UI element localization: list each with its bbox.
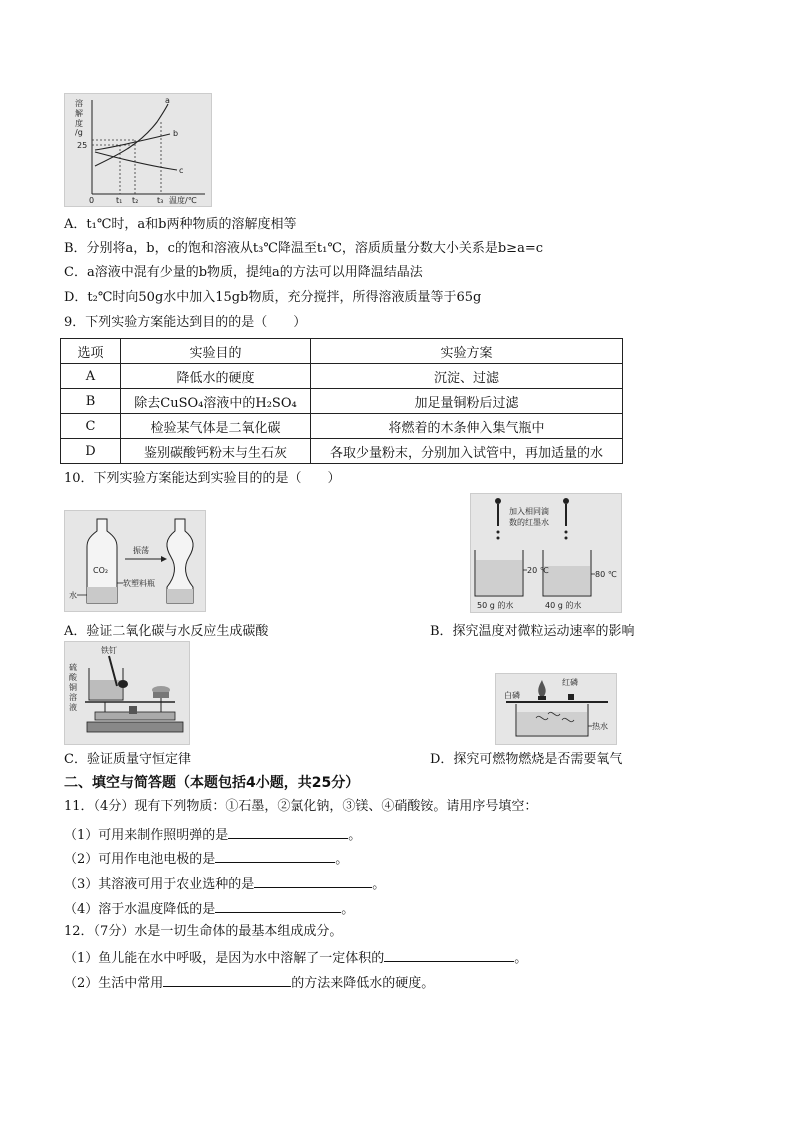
label-20c: 20 ℃ — [527, 566, 549, 575]
answer-blank[interactable] — [215, 898, 341, 913]
q11-item-2-text: （2）可用作电池电极的是 — [64, 852, 216, 867]
cell-option: B — [61, 389, 121, 414]
q11-stem: 11．（4分）现有下列物质：①石墨，②氯化钠，③镁、④硝酸铵。请用序号填空： — [64, 799, 538, 814]
label-solution-5: 液 — [69, 703, 77, 712]
x-tick-t1: t₁ — [116, 196, 123, 205]
cell-plan: 各取少量粉末，分别加入试管中，再加适量的水 — [311, 439, 623, 464]
q11-item-1 — [64, 824, 361, 845]
table-header-row — [61, 339, 623, 364]
label-80c: 80 ℃ — [595, 570, 617, 579]
label-co2: CO₂ — [93, 566, 109, 575]
curve-c — [95, 152, 177, 170]
period: 。 — [372, 877, 386, 892]
answer-blank[interactable] — [254, 873, 372, 888]
answer-blank[interactable] — [163, 972, 291, 987]
table-row — [61, 439, 623, 464]
cell-purpose: 鉴别碳酸钙粉末与生石灰 — [121, 439, 311, 464]
x-tick-0: 0 — [89, 196, 95, 205]
figure-a-co2-bottle — [64, 510, 206, 612]
q11-item-4-text: （4）溶于水温度降低的是 — [64, 902, 216, 917]
q9-stem: 9．下列实验方案能达到目的的是（ ） — [64, 315, 307, 330]
table-row — [61, 389, 623, 414]
period: 。 — [341, 902, 355, 917]
solubility-chart — [65, 94, 211, 206]
q12-item-1-text: （1）鱼儿能在水中呼吸，是因为水中溶解了一定体积的 — [64, 951, 385, 966]
table-row — [61, 364, 623, 389]
label-hot-water: 热水 — [592, 722, 608, 731]
header-purpose: 实验目的 — [121, 339, 311, 364]
label-note1: 加入相同滴 — [509, 507, 549, 516]
figure-d-combustion — [495, 673, 617, 745]
q12-stem: 12．（7分）水是一切生命体的最基本组成成分。 — [64, 924, 343, 939]
label-solution-2: 酸 — [69, 673, 77, 682]
q8-option-c: C．a溶液中混有少量的b物质，提纯a的方法可以用降温结晶法 — [64, 265, 423, 280]
answer-blank[interactable] — [384, 947, 514, 962]
period: 。 — [348, 828, 362, 843]
x-axis-label: 温度/℃ — [169, 196, 197, 205]
label-red-phosphorus: 红磷 — [562, 678, 578, 687]
solubility-chart-figure — [64, 93, 212, 207]
header-plan: 实验方案 — [311, 339, 623, 364]
label-water: 水 — [69, 591, 77, 600]
label-shake: 振荡 — [133, 546, 149, 555]
curve-label-c: c — [179, 166, 184, 175]
curve-label-b: b — [173, 129, 179, 138]
answer-blank[interactable] — [215, 848, 335, 863]
q8-option-b: B．分别将a，b，c的饱和溶液从t₃℃降温至t₁℃，溶质质量分数大小关系是b≥a=c — [64, 241, 544, 256]
curve-b — [95, 134, 170, 150]
section-2-heading: 二、填空与简答题（本题包括4小题，共25分） — [64, 775, 360, 791]
q12-item-1 — [64, 947, 527, 968]
y-tick-25: 25 — [77, 141, 88, 150]
q8-option-a: A．t₁℃时，a和b两种物质的溶解度相等 — [64, 217, 297, 232]
table-row — [61, 414, 623, 439]
y-axis-label-1: 溶 — [75, 99, 83, 108]
q11-item-2 — [64, 848, 348, 869]
q12-item-2-post: 的方法来降低水的硬度。 — [291, 976, 435, 991]
cell-purpose: 降低水的硬度 — [121, 364, 311, 389]
label-note2: 数的红墨水 — [509, 518, 549, 527]
label-solution-3: 铜 — [69, 683, 77, 692]
label-40g-water: 40 g 的水 — [545, 601, 582, 610]
cell-plan: 沉淀、过滤 — [311, 364, 623, 389]
period: 。 — [514, 951, 528, 966]
cell-purpose: 检验某气体是二氧化碳 — [121, 414, 311, 439]
label-solution-4: 溶 — [69, 693, 77, 702]
q10-stem: 10．下列实验方案能达到实验目的的是（ ） — [64, 471, 341, 486]
cell-option: C — [61, 414, 121, 439]
q10-option-d: D．探究可燃物燃烧是否需要氧气 — [430, 752, 623, 767]
label-50g-water: 50 g 的水 — [477, 601, 514, 610]
q8-option-d: D．t₂℃时向50g水中加入15gb物质，充分搅拌，所得溶液质量等于65g — [64, 290, 482, 305]
period: 。 — [335, 852, 349, 867]
label-white-phosphorus: 白磷 — [504, 691, 520, 700]
x-tick-t3: t₃ — [157, 196, 164, 205]
x-tick-t2: t₂ — [132, 196, 139, 205]
q10-option-a: A．验证二氧化碳与水反应生成碳酸 — [64, 624, 269, 639]
curve-a — [95, 104, 168, 166]
y-axis-label-2: 解 — [75, 109, 83, 118]
q9-table — [60, 338, 623, 464]
curve-label-a: a — [165, 96, 170, 105]
q11-item-1-text: （1）可用来制作照明弹的是 — [64, 828, 229, 843]
label-nail: 铁钉 — [101, 646, 117, 655]
q11-item-3 — [64, 873, 385, 894]
q10-option-b: B．探究温度对微粒运动速率的影响 — [430, 624, 635, 639]
cell-plan: 将燃着的木条伸入集气瓶中 — [311, 414, 623, 439]
cell-purpose: 除去CuSO₄溶液中的H₂SO₄ — [121, 389, 311, 414]
y-axis-label-3: 度 — [75, 119, 83, 128]
header-option: 选项 — [61, 339, 121, 364]
q12-item-2 — [64, 972, 434, 993]
q11-item-4 — [64, 898, 354, 919]
label-bottle: 软塑料瓶 — [123, 579, 155, 588]
cell-option: A — [61, 364, 121, 389]
figure-c-balance — [64, 641, 190, 745]
q10-option-c: C．验证质量守恒定律 — [64, 752, 191, 767]
q11-item-3-text: （3）其溶液可用于农业选种的是 — [64, 877, 255, 892]
cell-option: D — [61, 439, 121, 464]
answer-blank[interactable] — [228, 824, 348, 839]
q12-item-2-pre: （2）生活中常用 — [64, 976, 164, 991]
label-solution-1: 硫 — [69, 663, 77, 672]
y-axis-label-4: /g — [75, 128, 83, 137]
cell-plan: 加足量铜粉后过滤 — [311, 389, 623, 414]
figure-b-beakers — [470, 493, 622, 613]
